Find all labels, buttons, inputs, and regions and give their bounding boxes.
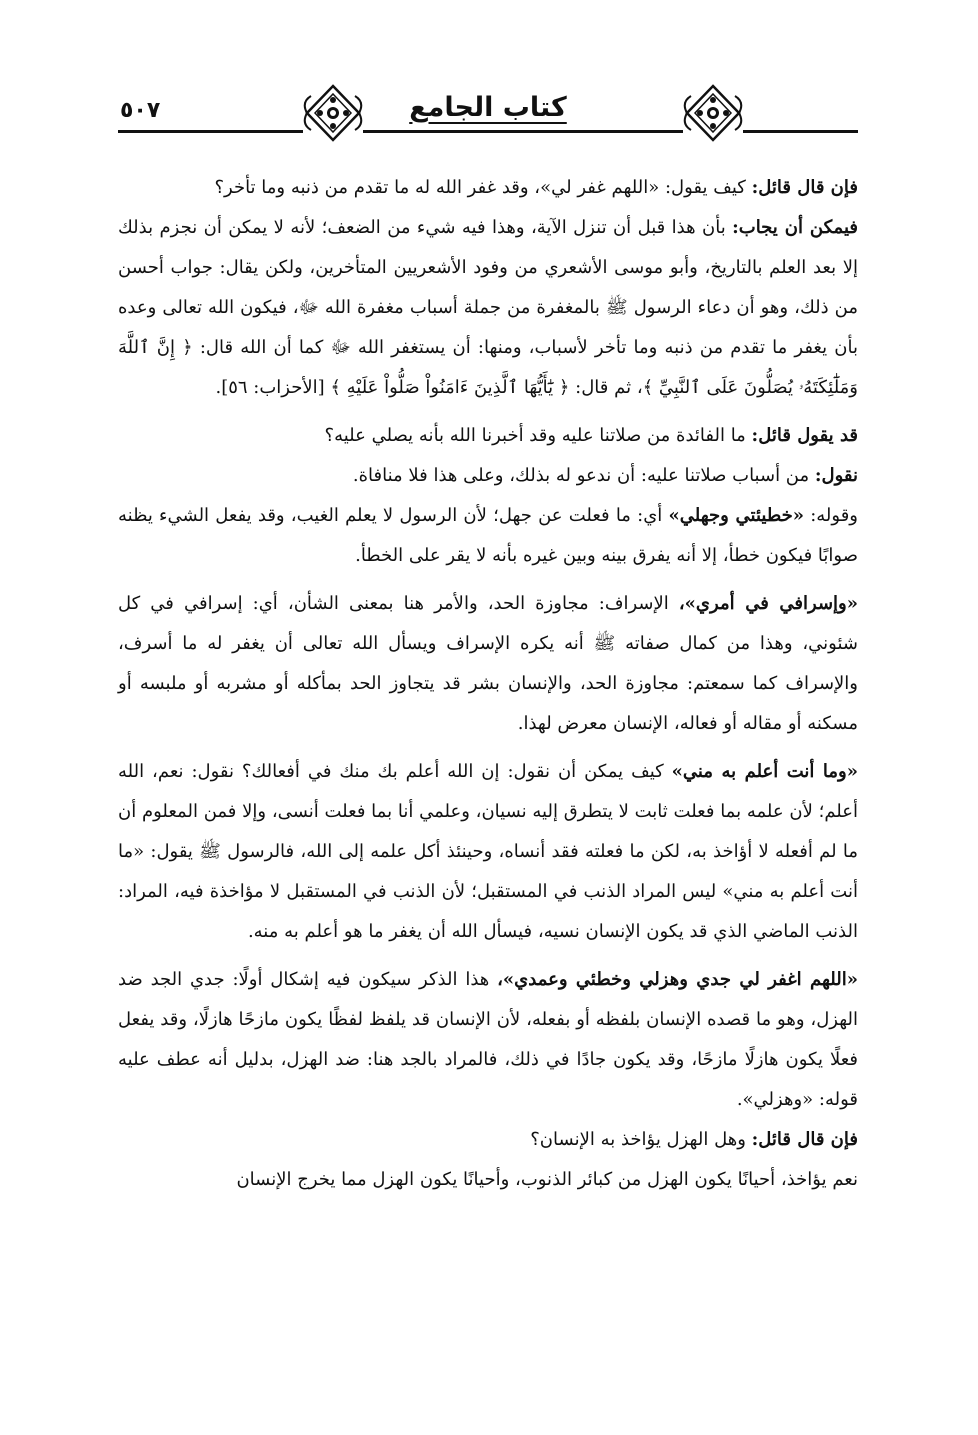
paragraph (118, 752, 858, 952)
paragraph-text: هذا الذكر سيكون فيه إشكال أولًا: جدي الجد ضد الهزل، وهو ما قصده الإنسان بلفظه أو بفعله، لأن الإنسان قد يلفظ لفظًا يكون مازحًا هازلًا، وقد يفعل فعلًا يكون هازلًا مازحًا، وقد يكون جادًا في ذلك، فالمراد بالجد هنا: ضد الهزل، بدليل أنه عطف عليه قوله: «وهزلي». (118, 969, 858, 1110)
paragraph-lead: فإن قال قائل: (751, 177, 858, 198)
page-number: ٥٠٧ (120, 98, 161, 123)
book-title: كتاب الجامع (409, 92, 567, 123)
paragraph (118, 496, 858, 576)
paragraph (118, 168, 858, 208)
paragraph-text: وهل الهزل يؤاخذ به الإنسان؟ (530, 1129, 752, 1150)
paragraph-lead: «خطيئتي وجهلي» (668, 505, 804, 526)
paragraph-lead: «وما أنت أعلم به مني» (671, 761, 858, 782)
paragraph (118, 584, 858, 744)
paragraph-lead: «اللهم اغفر لي جدي وهزلي وخطئي وعمدي»، (497, 969, 858, 990)
paragraph (118, 456, 858, 496)
paragraph-text: بأن هذا قبل أن تنزل الآية، وهذا فيه شيء من الضعف؛ لأنه لا يمكن أن نجزم بذلك إلا بعد العلم بالتاريخ، وأبو موسى الأشعري من وفود الأشعريين المتأخرين، ولكن يقال: جواب أحسن من ذلك، وهو أن دعاء الرسول ﷺ بالمغفرة من جملة أسباب مغفرة الله ﷻ، فيكون الله تعالى وعده بأن يغفر ما تقدم من ذنبه وما تأخر لأسباب، ومنها: أن يستغفر الله ﷻ كما أن الله قال: ﴿ إِنَّ ٱللَّهَ وَمَلَٰٓئِكَتَهُۥ يُصَلُّونَ عَلَى ٱلنَّبِيِّ ﴾، ثم قال: ﴿ يَٰٓأَيُّهَا ٱلَّذِينَ ءَامَنُواْ صَلُّواْ عَلَيْهِ ﴾ [الأحزاب: ٥٦]. (118, 217, 858, 398)
paragraph-text: كيف يمكن أن نقول: إن الله أعلم بك منك في أفعالك؟ نقول: نعم، الله أعلم؛ لأن علمه بما فعلت ثابت لا يتطرق إليه نسيان، وعلمي أنا بما فعلت أنسى، وإلا فمن المعلوم أن ما لم أفعله لا أؤاخذ به، لكن ما فعلته فقد أنساه، وحينئذ أكل علمه إلى الله، فالرسول ﷺ يقول: «ما أنت أعلم به مني» ليس المراد الذنب في المستقبل؛ لأن الذنب في المستقبل لا مؤاخذة فيه، المراد: الذنب الماضي الذي قد يكون الإنسان نسيه، فيسأل الله أن يغفر ما هو أعلم به منه. (118, 761, 858, 942)
paragraph-text: أي: ما فعلت عن جهل؛ لأن الرسول لا يعلم الغيب، وقد يفعل الشيء يظنه صوابًا فيكون خطأ، إلا أنه يفرق بينه وبين غيره بأنه لا يقر على الخطأ. (118, 505, 858, 566)
paragraph-lead: فيمكن أن يجاب: (732, 217, 858, 238)
paragraph-text: الإسراف: مجاوزة الحد، والأمر هنا بمعنى الشأن، أي: إسرافي في كل شئوني، وهذا من كمال صفاته ﷺ أنه يكره الإسراف ويسأل الله تعالى أن يغفر له ما أسرف، والإسراف كما سمعتم: مجاوزة الحد، والإنسان بشر قد يتجاوز الحد بمأكله أو مشربه أو ملبسه أو مسكنه أو مقاله أو فعاله، الإنسان معرض لهذا. (118, 593, 858, 734)
paragraph-text: من أسباب صلاتنا عليه: أن ندعو له بذلك، وعلى هذا فلا منافاة. (352, 465, 815, 486)
paragraph (118, 1160, 858, 1200)
paragraph-lead: قد يقول قائل: (751, 425, 858, 446)
page-body (118, 168, 858, 1200)
paragraph-lead: فإن قال قائل: (751, 1129, 858, 1150)
paragraph-text: نعم يؤاخذ، أحيانًا يكون الهزل من كبائر الذنوب، وأحيانًا يكون الهزل مما يخرج الإنسان (236, 1169, 858, 1190)
paragraph-text: ما الفائدة من صلاتنا عليه وقد أخبرنا الله بأنه يصلي عليه؟ (324, 425, 752, 446)
paragraph (118, 208, 858, 408)
paragraph-text: كيف يقول: «اللهم غفر لي»، وقد غفر الله له ما تقدم من ذنبه وما تأخر؟ (214, 177, 752, 198)
paragraph (118, 960, 858, 1120)
paragraph-lead: «وإسرافي في أمري»، (678, 593, 858, 614)
page-header (118, 82, 858, 152)
paragraph (118, 416, 858, 456)
paragraph-lead: نقول: (814, 465, 858, 486)
header-rule (118, 130, 858, 133)
paragraph (118, 1120, 858, 1160)
paragraph-pre: وقوله: (804, 505, 858, 526)
